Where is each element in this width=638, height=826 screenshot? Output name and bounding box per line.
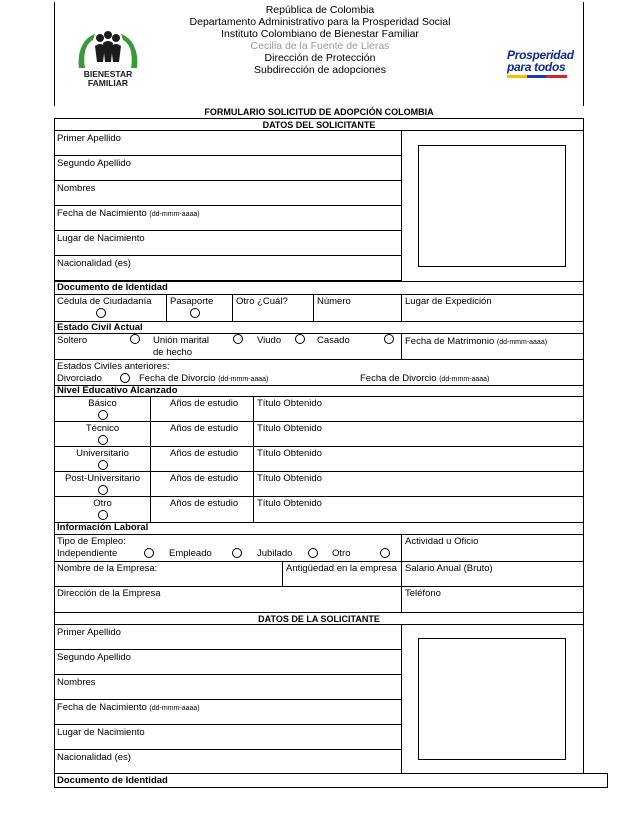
nivel-tecnico-label: Técnico [85,423,120,434]
tipo-empleo-label: Tipo de Empleo: [57,536,126,547]
logo-right-text-1: Prosperidad [507,48,574,62]
viudo-label: Viudo [257,335,282,346]
form-header [54,2,584,106]
fecha-nacimiento-field[interactable]: Fecha de Nacimiento (dd-mmm-aaaa) [55,700,401,725]
nivel-universitario-radio[interactable] [98,460,108,470]
fecha-divorcio-2-label: Fecha de Divorcio (dd-mmm-aaaa) [360,373,490,384]
lugar-nacimiento-field[interactable]: Lugar de Nacimiento [55,231,401,256]
form-title: FORMULARIO SOLICITUD DE ADOPCIÓN COLOMBIA [204,107,434,117]
section-title: DATOS DEL SOLICITANTE [55,119,583,131]
header-line-2: Departamento Administrativo para la Prosperidad Social [189,16,451,28]
cedula-radio[interactable] [96,308,106,318]
header-line-4: Cecilia de la Fuente de Lleras [250,40,390,52]
primer-apellido-field[interactable]: Primer Apellido [55,131,401,156]
header-line-1: República de Colombia [265,4,375,16]
nivel-post-universitario-radio[interactable] [98,485,108,495]
independiente-label: Independiente [57,548,118,559]
nivel-universitario-label: Universitario [76,448,129,459]
otro-empleo-radio[interactable] [380,548,390,558]
union-radio[interactable] [233,334,243,344]
titulo-obtenido-label: Título Obtenido [257,448,322,459]
nivel-basico-radio[interactable] [98,410,108,420]
fecha-nacimiento-field[interactable]: Fecha de Nacimiento (dd-mmm-aaaa) [55,206,401,231]
jubilado-label: Jubilado [257,548,293,559]
anos-estudio-label: Años de estudio [170,473,239,484]
empresa-label: Nombre de la Empresa: [57,563,158,574]
nivel-otro-radio[interactable] [98,510,108,520]
empleado-label: Empleado [169,548,212,559]
titulo-obtenido-label: Título Obtenido [257,423,322,434]
nacionalidad-field[interactable]: Nacionalidad (es) [55,256,401,281]
fecha-matrimonio-label: Fecha de Matrimonio (dd-mmm-aaaa) [405,336,548,347]
header-line-3: Instituto Colombiano de Bienestar Familiar [221,28,419,40]
nombres-field[interactable]: Nombres [55,181,401,206]
estados-anteriores-label: Estados Civiles anteriores: [57,361,170,372]
telefono-label: Teléfono [405,588,441,599]
titulo-obtenido-label: Título Obtenido [257,498,322,509]
anos-estudio-label: Años de estudio [170,498,239,509]
nivel-basico-label: Básico [88,398,117,409]
nivel-post-universitario-label: Post-Universitario [65,473,140,484]
anos-estudio-label: Años de estudio [170,448,239,459]
nivel-tecnico-radio[interactable] [98,435,108,445]
empleado-radio[interactable] [232,548,242,558]
segundo-apellido-field[interactable]: Segundo Apellido [55,650,401,675]
documento-identidad-bar [54,773,608,788]
logo-color-bar [507,75,567,78]
union-label-1: Unión marital [153,335,209,346]
anos-estudio-label: Años de estudio [170,398,239,409]
lugar-expedicion-label: Lugar de Expedición [405,296,492,307]
titulo-obtenido-label: Título Obtenido [257,473,322,484]
segundo-apellido-field[interactable]: Segundo Apellido [55,156,401,181]
divorciado-label: Divorciado [57,373,102,384]
nacionalidad-field[interactable]: Nacionalidad (es) [57,752,131,763]
nivel-otro-label: Otro [93,498,112,509]
primer-apellido-field[interactable]: Primer Apellido [55,625,401,650]
nombres-field[interactable]: Nombres [55,675,401,700]
section-title: DATOS DE LA SOLICITANTE [55,613,583,625]
documento-title: Documento de Identidad [57,282,168,293]
salario-label: Salario Anual (Bruto) [405,563,493,574]
laboral-title: Información Laboral [57,522,149,533]
independiente-radio[interactable] [144,548,154,558]
union-label-2: de hecho [153,347,193,358]
numero-label: Número [317,296,351,307]
logo-right-text-2: para todos [507,60,566,74]
direccion-empresa-label: Dirección de la Empresa [57,588,161,599]
soltero-radio[interactable] [130,334,140,344]
soltero-label: Soltero [57,335,88,346]
pasaporte-radio[interactable] [190,308,200,318]
otro-doc-label: Otro ¿Cuál? [236,296,288,307]
fecha-divorcio-label: Fecha de Divorcio (dd-mmm-aaaa) [139,373,269,384]
divorciado-radio[interactable] [120,373,130,383]
prosperidad-para-todos-logo [507,48,574,78]
documento-title-2: Documento de Identidad [57,775,168,786]
otro-empleo-label: Otro [332,548,351,559]
lugar-nacimiento-field[interactable]: Lugar de Nacimiento [55,725,401,750]
estado-civil-title: Estado Civil Actual [57,322,143,333]
solicitante-section [54,118,584,613]
cedula-label: Cédula de Ciudadanía [57,296,152,307]
logo-text-1: BIENESTAR [83,69,133,79]
casado-label: Casado [317,335,350,346]
header-line-6: Subdirección de adopciones [254,64,386,76]
solicitante-f-section [54,612,584,773]
logo-text-2: FAMILIAR [87,78,129,88]
anos-estudio-label: Años de estudio [170,423,239,434]
antiguedad-label: Antigüedad en la empresa [286,563,397,574]
pasaporte-label: Pasaporte [170,296,214,307]
photo-box[interactable] [418,638,566,760]
actividad-label: Actividad u Oficio [405,536,479,547]
header-line-5: Dirección de Protección [264,52,376,64]
casado-radio[interactable] [384,334,394,344]
viudo-radio[interactable] [295,334,305,344]
photo-box[interactable] [418,145,566,267]
educacion-title: Nivel Educativo Alcanzado [57,385,178,396]
jubilado-radio[interactable] [308,548,318,558]
titulo-obtenido-label: Título Obtenido [257,398,322,409]
